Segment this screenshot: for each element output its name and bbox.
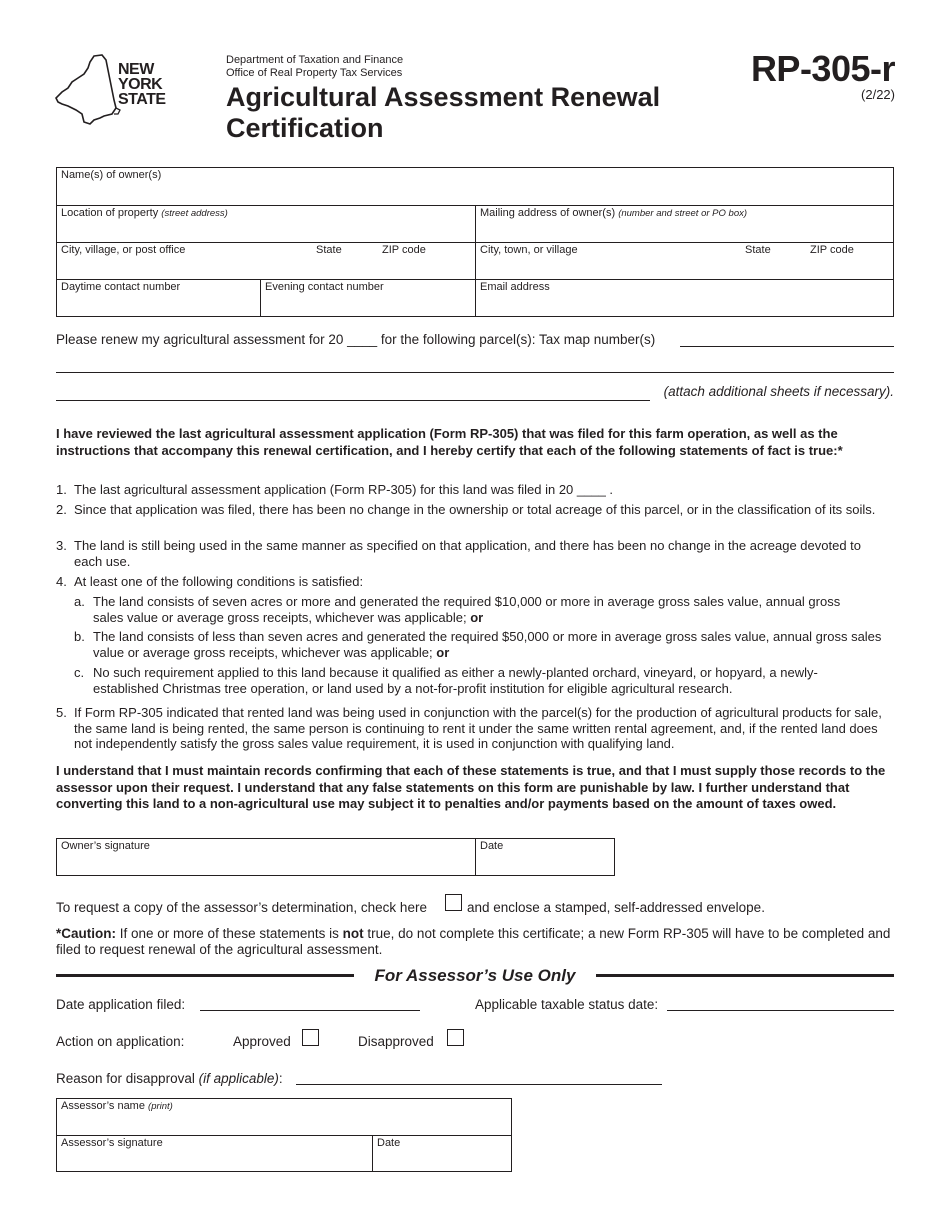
property-location-field[interactable] [56, 205, 475, 242]
property-state-label: State [316, 244, 342, 256]
caution-text-1: If one or more of these statements is [119, 926, 339, 941]
assessor-date-label: Date [377, 1137, 401, 1149]
mailing-label: Mailing address of owner(s) [480, 207, 616, 219]
date-filed-line[interactable] [200, 1010, 420, 1011]
owner-names-label: Name(s) of owner(s) [61, 169, 162, 181]
renewal-request-text: Please renew my agricultural assessment for 20 ____ for the following parcel(s): Tax map number(s) [56, 332, 656, 347]
condition-b [93, 629, 883, 660]
assessor-section-heading [56, 966, 894, 986]
taxable-status-line[interactable] [667, 1010, 894, 1011]
action-label: Action on application: [56, 1034, 185, 1049]
location-hint: (street address) [161, 208, 228, 219]
logo-line: STATE [118, 91, 166, 108]
form-number: RP-305-r [750, 48, 895, 89]
condition-a [93, 594, 873, 625]
certification-intro: I have reviewed the last agricultural assessment application (Form RP-305) that was filed for this farm operation, as well as the instructions that accompany this renewal certification, and I hereby certify that each of the following statements of fact is true:* [56, 426, 843, 458]
location-label: Location of property [61, 207, 159, 219]
reason-line[interactable] [296, 1084, 662, 1085]
email-field[interactable] [475, 279, 894, 317]
department-name: Department of Taxation and Finance [226, 54, 404, 66]
item-number: 5. [56, 705, 67, 720]
item-number: 1. [56, 482, 67, 497]
assessor-signature-field[interactable] [56, 1135, 372, 1172]
mailing-hint: (number and street or PO box) [618, 208, 748, 219]
statement-3: The land is still being used in the same manner as specified on that application, and there has been no change in the acreage devoted to each use. [74, 538, 862, 569]
date-filed-label: Date application filed: [56, 997, 186, 1012]
reason-hint: (if applicable) [198, 1071, 279, 1086]
condition-a-or: or [470, 609, 484, 625]
assessor-name-field[interactable] [56, 1098, 512, 1135]
mailing-address-field[interactable] [475, 205, 894, 242]
daytime-label: Daytime contact number [61, 281, 181, 293]
property-zip-label: ZIP code [382, 244, 426, 256]
caution-text-2: true, do not complete this certificate; a new Form RP-305 will have to be completed and filed to request renewal of the agricultural assessment. [56, 926, 891, 957]
statement-5: If Form RP-305 indicated that rented land was being used in conjunction with the parcel(s) for the production of agricultural products for sale, the same land is being rented, the same person is continuing to rent it under the same written rental agreement, and, if the rented land does not independently satisfy the gross sales value requirement, it is used in conjunction with qualifying land. [74, 705, 882, 751]
caution-label: *Caution: [56, 926, 116, 941]
item-number: 4. [56, 574, 67, 589]
reason-colon: : [278, 1071, 283, 1086]
signature-date-label: Date [480, 840, 504, 852]
assessor-heading-text: For Assessor’s Use Only [367, 966, 584, 985]
approved-checkbox[interactable] [302, 1029, 319, 1046]
subitem-letter: c. [74, 665, 85, 680]
tax-map-number-line-3[interactable] [56, 400, 650, 401]
evening-phone-field[interactable] [260, 279, 475, 317]
city-village-label: City, village, or post office [61, 244, 186, 256]
tax-map-number-line-2[interactable] [56, 372, 894, 373]
nys-logo [54, 52, 174, 128]
signature-date-field[interactable] [475, 838, 615, 876]
copy-request-text-after: and enclose a stamped, self-addressed envelope. [467, 900, 765, 915]
understanding-statement: I understand that I must maintain records confirming that each of these statements is true, and that I must supply those records to the assessor upon their request. I understand that any false statements on this form are punishable by law. I further understand that converting this land to a non-agricultural use may subject it to penalties and/or payments based on the amount of taxes owed. [56, 763, 886, 811]
condition-b-text: The land consists of less than seven acres and generated the required $50,000 or more in average gross sales value, annual gross sales value or average gross receipts, whichever was applicable; [93, 629, 882, 660]
condition-a-text: The land consists of seven acres or more and generated the required $10,000 or more in average gross sales value, annual gross sales value or average gross receipts, whichever was applicable; [93, 594, 841, 625]
copy-request-checkbox[interactable] [445, 894, 462, 911]
copy-request-text: To request a copy of the assessor’s determination, check here [56, 900, 427, 915]
mailing-state-label: State [745, 244, 771, 256]
evening-label: Evening contact number [265, 281, 384, 293]
statement-4: At least one of the following conditions is satisfied: [74, 574, 364, 589]
attach-sheets-note: (attach additional sheets if necessary). [663, 384, 894, 399]
assessor-name-hint: (print) [148, 1101, 173, 1112]
owner-names-field[interactable] [56, 167, 894, 205]
subitem-letter: b. [74, 629, 85, 644]
approved-label: Approved [233, 1034, 291, 1049]
item-number: 3. [56, 538, 67, 553]
tax-map-number-line[interactable] [680, 346, 894, 347]
item-number: 2. [56, 502, 67, 517]
owner-signature-field[interactable] [56, 838, 475, 876]
reason-label [56, 1071, 283, 1087]
statement-1: The last agricultural assessment application (Form RP-305) for this land was filed in 20 ____ . [74, 482, 614, 497]
subitem-letter: a. [74, 594, 85, 609]
reason-text: Reason for disapproval [56, 1071, 195, 1086]
owner-signature-label: Owner’s signature [61, 840, 150, 852]
caution-not: not [342, 926, 364, 941]
daytime-phone-field[interactable] [56, 279, 260, 317]
form-revision: (2/22) [861, 87, 895, 102]
disapproved-checkbox[interactable] [447, 1029, 464, 1046]
condition-b-or: or [436, 644, 450, 660]
taxable-status-label: Applicable taxable status date: [475, 997, 659, 1012]
form-title: Agricultural Assessment Renewal Certification [226, 82, 661, 143]
statement-2: Since that application was filed, there has been no change in the ownership or total acreage of this parcel, or in the classification of its soils. [74, 502, 876, 517]
form-identifier [751, 50, 895, 102]
logo-wordmark [118, 62, 166, 107]
assessor-signature-label: Assessor’s signature [61, 1137, 163, 1149]
caution-note [56, 926, 898, 958]
office-name: Office of Real Property Tax Services [226, 67, 403, 79]
logo-line: YORK [118, 76, 163, 93]
assessor-name-label: Assessor’s name [61, 1100, 145, 1112]
department-block [226, 54, 403, 80]
city-town-label: City, town, or village [480, 244, 578, 256]
mailing-zip-label: ZIP code [810, 244, 854, 256]
logo-line: NEW [118, 61, 154, 78]
new-york-state-map-icon [54, 52, 124, 128]
disapproved-label: Disapproved [358, 1034, 434, 1049]
condition-c: No such requirement applied to this land because it qualified as either a newly-planted orchard, vineyard, or hopyard, a newly-established Christmas tree operation, or land used by a not-for-profit institution for eligible agricultural research. [93, 665, 818, 696]
assessor-date-field[interactable] [372, 1135, 512, 1172]
email-label: Email address [480, 281, 550, 293]
